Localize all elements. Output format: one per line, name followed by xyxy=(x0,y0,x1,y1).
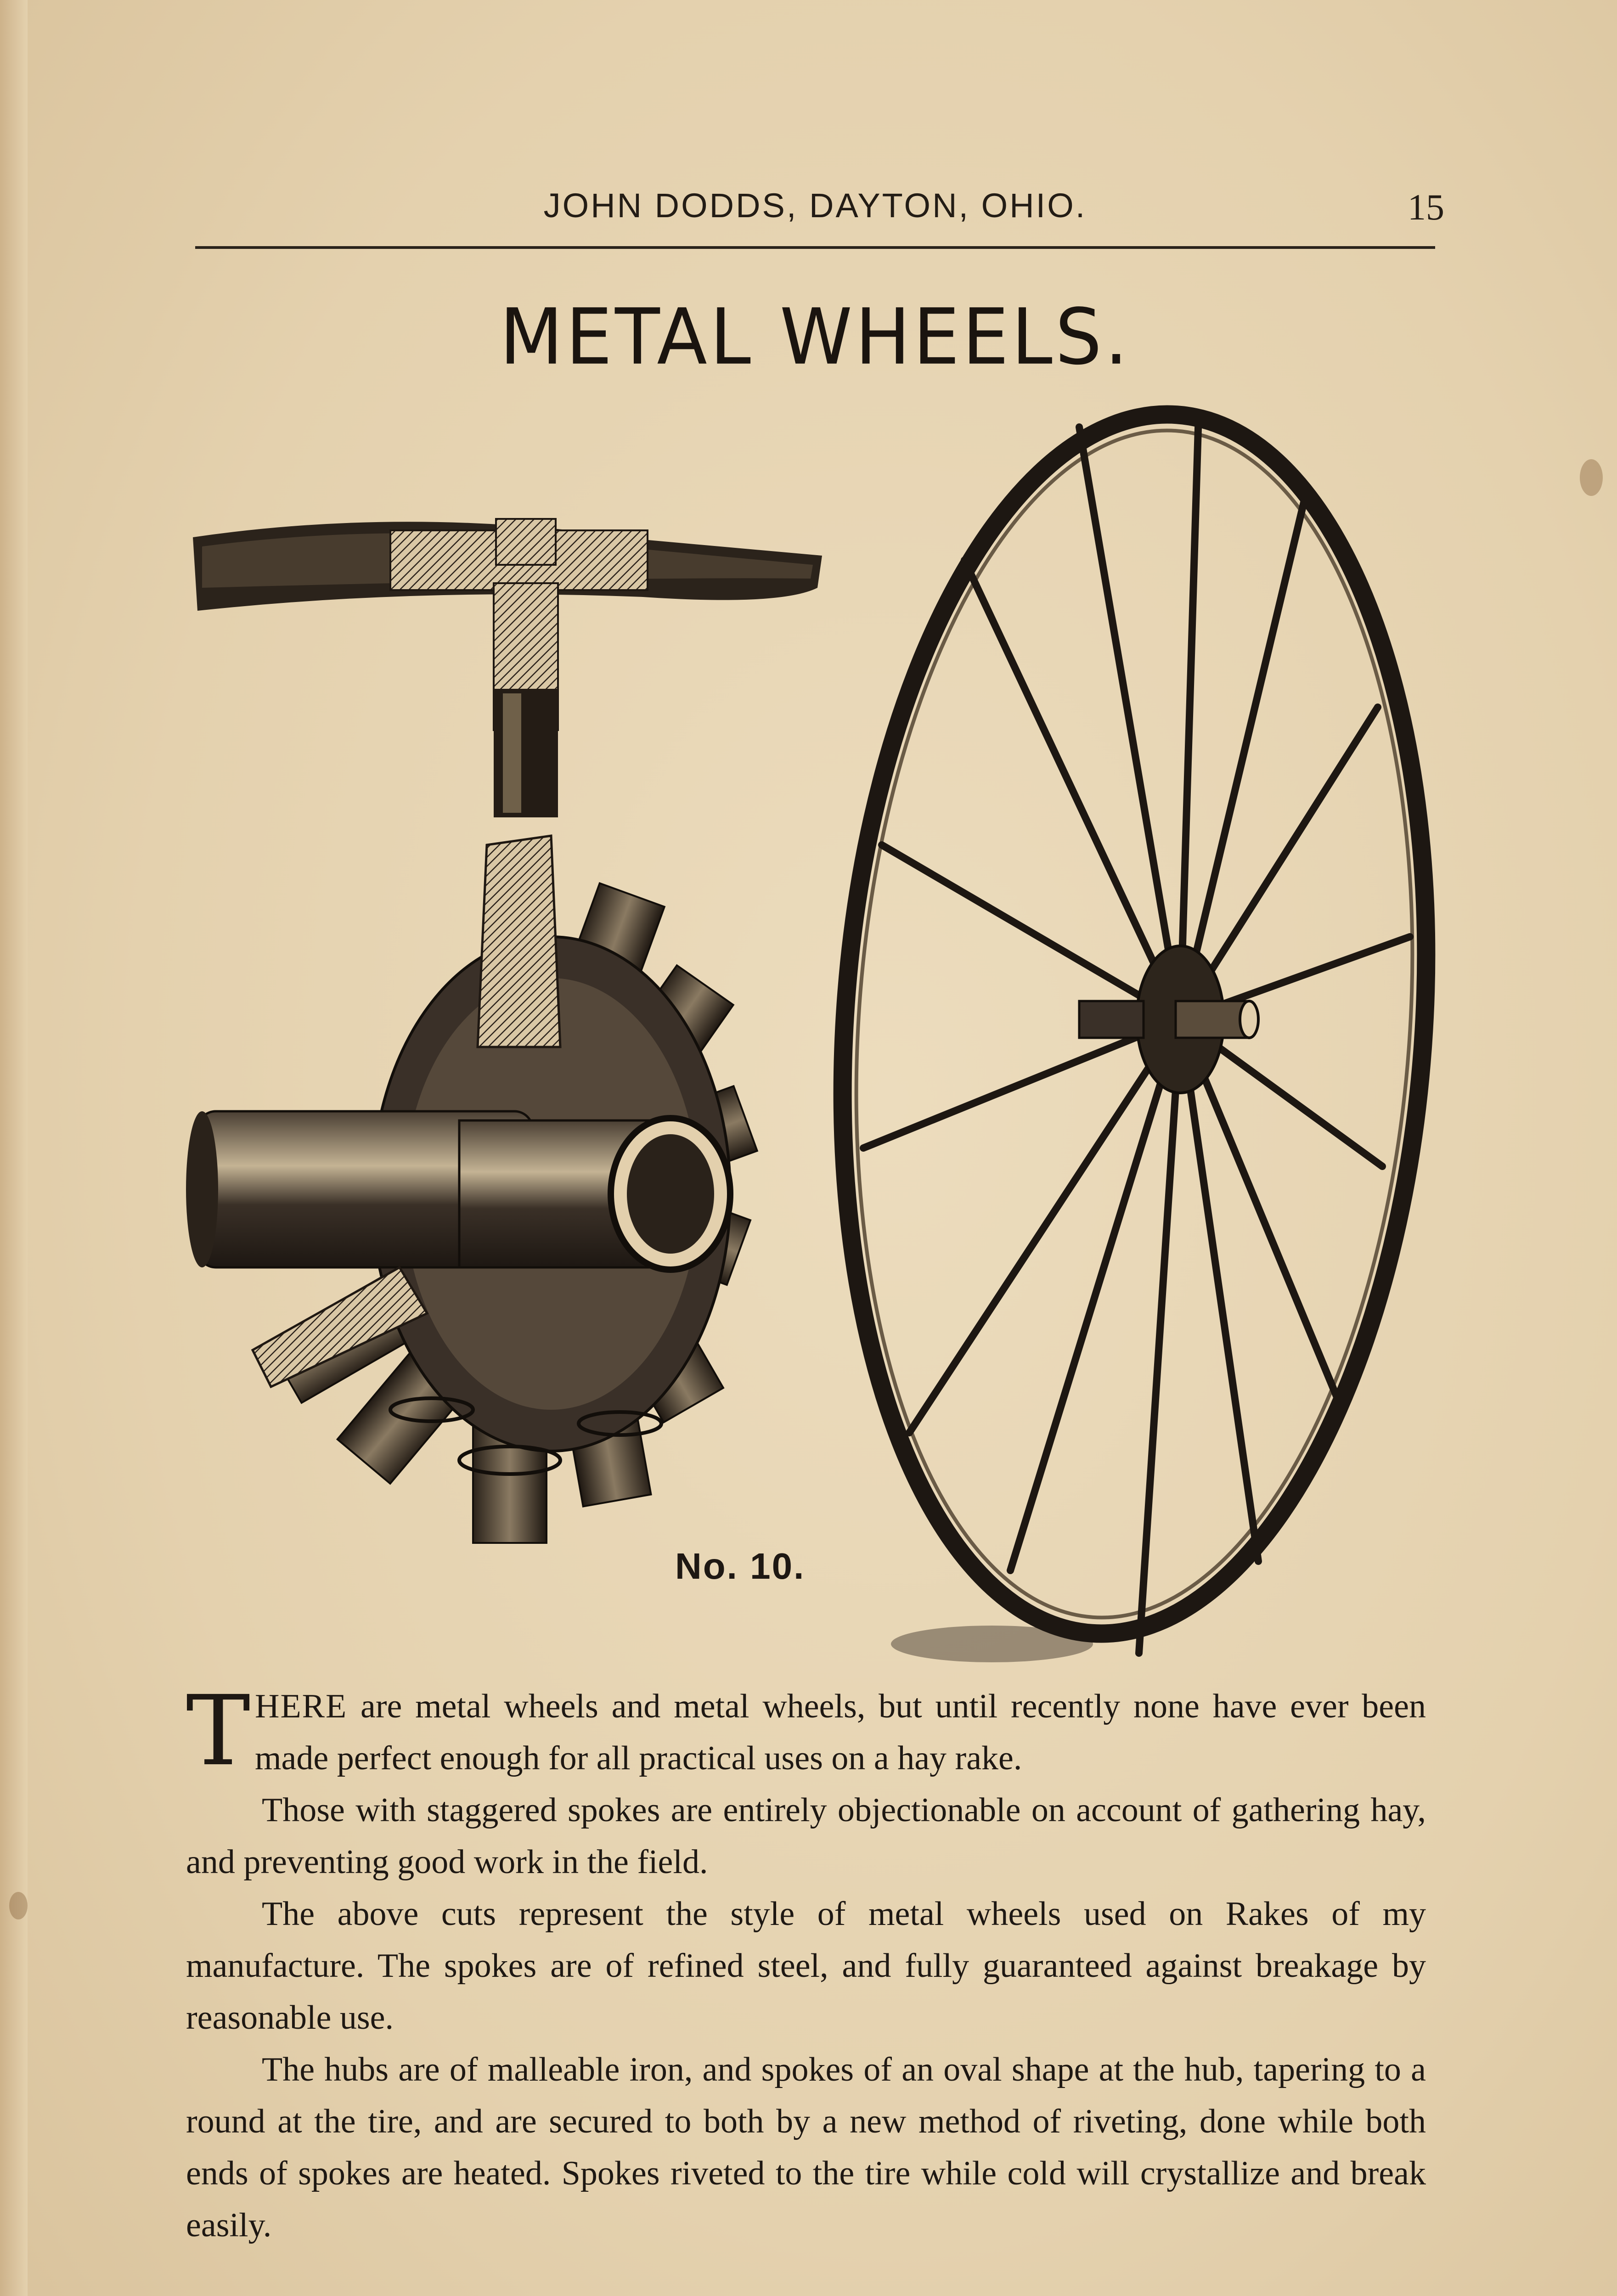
paragraph-4: The hubs are of malleable iron, and spokes of an oval shape at the hub, tapering to a round at the tire, and are secured to both by a new method of riveting, done while both ends of spokes are heated. Spokes riveted to the tire while cold will crystallize and break easily. xyxy=(186,2051,1426,2244)
page-number: 15 xyxy=(1408,187,1444,228)
page-title: METAL WHEELS. xyxy=(499,292,1131,382)
paper-stain xyxy=(1580,459,1603,496)
spoke-end-upper xyxy=(494,583,558,817)
running-head xyxy=(195,181,1444,246)
paragraph-1 xyxy=(186,1675,1426,1787)
running-title: JOHN DODDS, DAYTON, OHIO. xyxy=(543,186,1087,225)
page-spine-shadow xyxy=(0,0,28,2296)
paper-stain xyxy=(9,1892,28,1919)
lead-caps: HERE xyxy=(255,1688,348,1725)
paragraph-2: Those with staggered spokes are entirely objectionable on account of gathering hay, and preventing good work in the field. xyxy=(186,1791,1426,1881)
illustration-label: No. 10. xyxy=(675,1546,806,1587)
paragraph-1-text: are metal wheels and metal wheels, but until recently none have ever been made perfect enough for all practical uses on a hay rake. xyxy=(255,1688,1426,1777)
wheel-engraving xyxy=(817,386,1451,1671)
hub-assembly xyxy=(186,836,757,1543)
drop-cap: T xyxy=(186,1675,251,1787)
wheel-hub xyxy=(1079,946,1258,1093)
hub-engraving xyxy=(184,496,836,1580)
body-text xyxy=(186,1675,1426,2251)
paragraph-3: The above cuts represent the style of metal wheels used on Rakes of my manufacture. The spokes are of refined steel, and fully guaranteed against breakage by reasonable use. xyxy=(186,1895,1426,2037)
header-rule xyxy=(195,246,1435,249)
